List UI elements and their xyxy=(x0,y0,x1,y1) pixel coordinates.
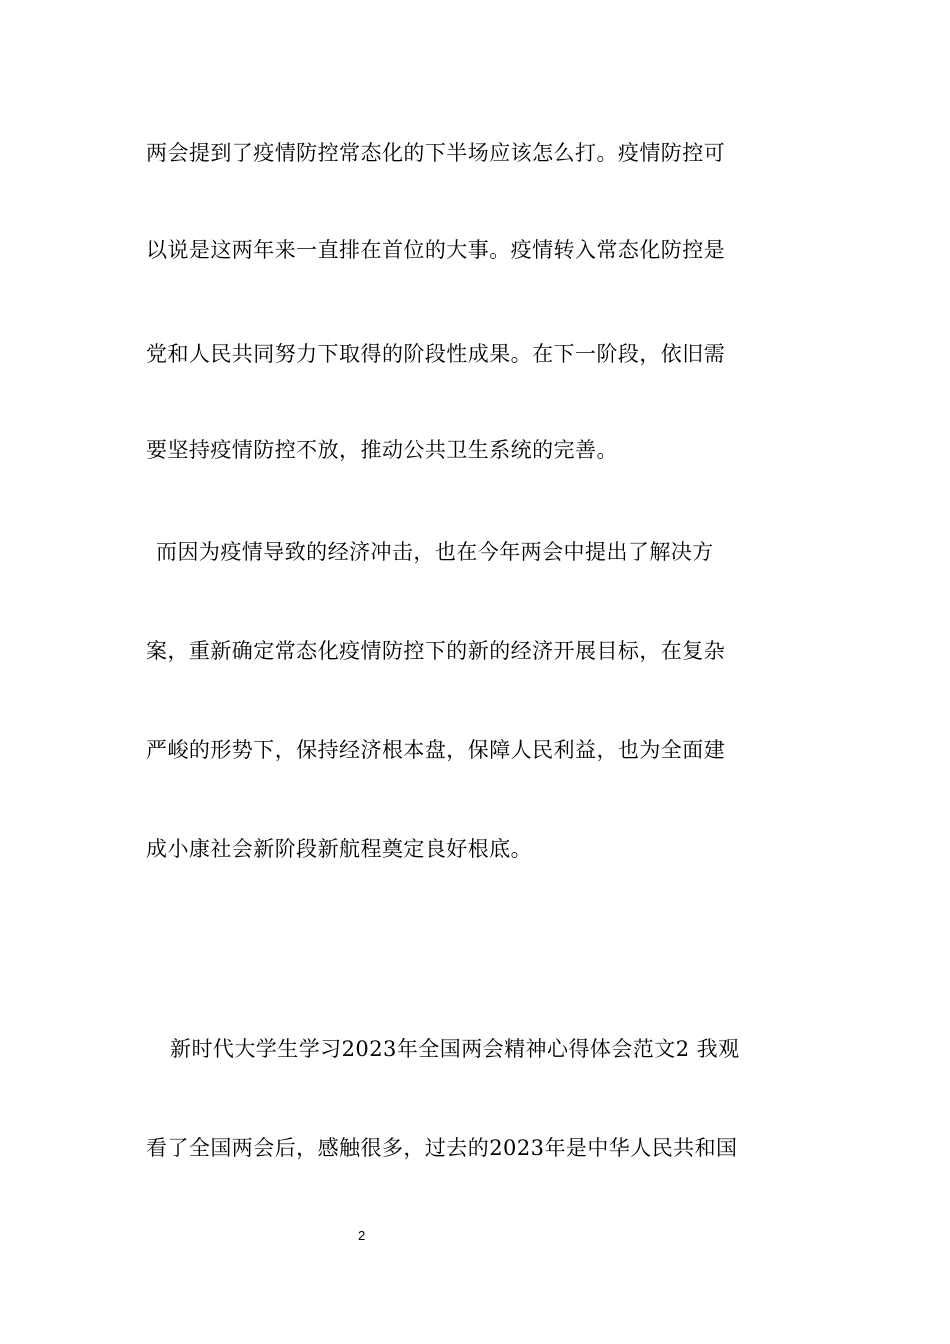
paragraph-line: 要坚持疫情防控不放，推动公共卫生系统的完善。 xyxy=(146,438,618,462)
paragraph-line: 新时代大学生学习2023年全国两会精神心得体会范文2 我观 xyxy=(170,1037,740,1061)
paragraph-line: 严峻的形势下，保持经济根本盘，保障人民利益，也为全面建 xyxy=(146,738,726,762)
paragraph-line: 以说是这两年来一直排在首位的大事。疫情转入常态化防控是 xyxy=(146,238,726,262)
paragraph-line: 党和人民共同努力下取得的阶段性成果。在下一阶段，依旧需 xyxy=(146,342,726,366)
paragraph-line: 成小康社会新阶段新航程奠定良好根底。 xyxy=(146,837,533,861)
paragraph-line: 两会提到了疫情防控常态化的下半场应该怎么打。疫情防控可 xyxy=(146,141,726,165)
paragraph-line: 案，重新确定常态化疫情防控下的新的经济开展目标，在复杂 xyxy=(146,639,726,663)
page-number: 2 xyxy=(358,1228,366,1243)
paragraph-line: 看了全国两会后，感触很多，过去的2023年是中华人民共和国 xyxy=(146,1136,738,1160)
paragraph-line: 而因为疫情导致的经济冲击，也在今年两会中提出了解决方 xyxy=(156,540,714,564)
